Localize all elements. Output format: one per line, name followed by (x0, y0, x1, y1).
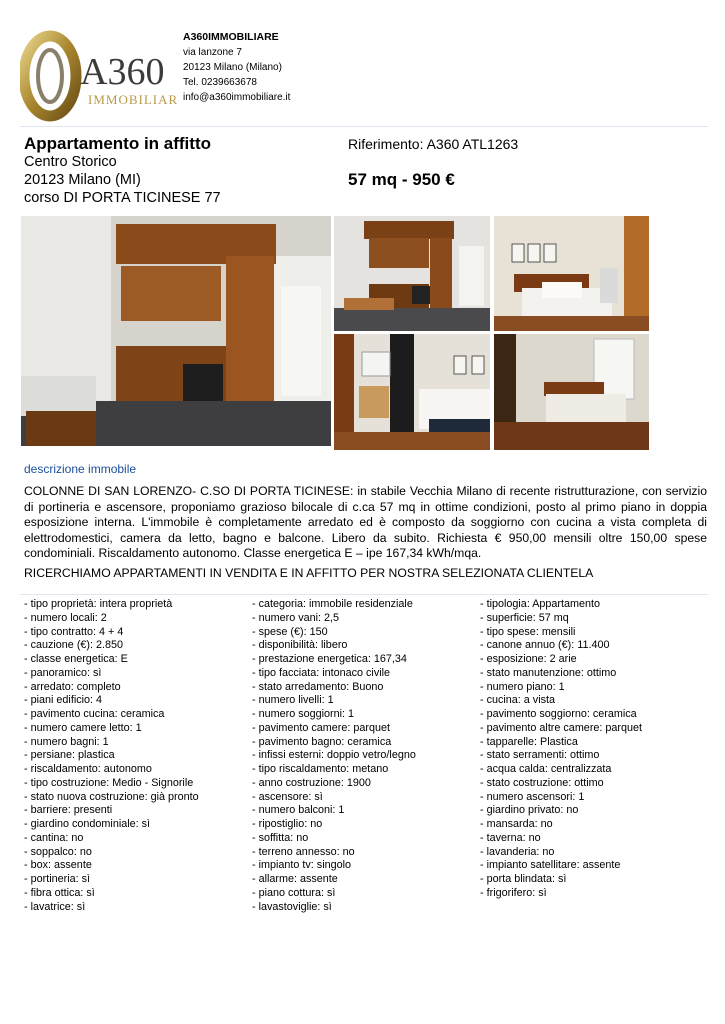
feature-item: - taverna: no (480, 831, 541, 844)
feature-item: - numero locali: 2 (24, 611, 107, 624)
search-notice: RICERCHIAMO APPARTAMENTI IN VENDITA E IN AFFITTO PER NOSTRA SELEZIONATA CLIENTELA (24, 566, 594, 580)
listing-zone: Centro Storico (24, 154, 117, 170)
listing-reference: Riferimento: A360 ATL1263 (348, 136, 519, 152)
feature-item: - tipo spese: mensili (480, 625, 576, 638)
feature-item: - stato serramenti: ottimo (480, 749, 600, 762)
feature-item: - pavimento camere: parquet (252, 721, 391, 734)
feature-item: - panoramico: sì (24, 666, 102, 679)
header-divider (20, 126, 708, 127)
agency-phone: Tel. 0239663678 (183, 77, 257, 88)
feature-item: - numero balconi: 1 (252, 804, 345, 817)
feature-item: - infissi esterni: doppio vetro/legno (252, 749, 416, 762)
feature-item: - classe energetica: E (24, 653, 128, 665)
photo-bedroom-wardrobe[interactable] (334, 334, 490, 450)
feature-item: - stato arredamento: Buono (252, 680, 384, 693)
agency-details (183, 30, 290, 105)
feature-item: - numero ascensori: 1 (480, 790, 585, 803)
photo-bedroom[interactable] (494, 216, 649, 331)
feature-item: - lavanderia: no (480, 845, 555, 858)
feature-item: - numero livelli: 1 (252, 694, 334, 707)
photo-bedroom-window[interactable] (494, 334, 649, 450)
feature-item: - impianto tv: singolo (252, 859, 352, 872)
logo-subtext: IMMOBILIARE (88, 92, 178, 107)
logo-text: A360 (80, 51, 165, 93)
photo-kitchen[interactable] (21, 216, 331, 446)
feature-item: - mansarda: no (480, 818, 553, 830)
feature-item: - anno costruzione: 1900 (252, 776, 371, 789)
description-text: COLONNE DI SAN LORENZO- C.SO DI PORTA TICINESE: in stabile Vecchia Milano di recente ristrutturazione, con servizio di portineria e ascensore, proponiamo grazioso bilocale di c.ca 57 mq in ottime condizioni, posto al primo piano in doppia esposizione interna. L'immobile è completamente arredato ed è composto da soggiorno con cucina a vista completa di elettrodomestici, camera da letto, bagno e balcone. Libero da subito. Richiesta € 950,00 mensili oltre 150,00 spese condominiali. Riscaldamento autonomo. Classe energetica E – ipe 167,34 kWh/mqa. (24, 484, 707, 560)
features-column-1 (24, 598, 199, 914)
feature-item: - tipologia: Appartamento (480, 598, 601, 610)
feature-item: - numero camere letto: 1 (24, 721, 142, 734)
feature-item: - tapparelle: Plastica (480, 735, 578, 748)
feature-item: - portineria: sì (24, 873, 91, 885)
feature-item: - soffitta: no (252, 831, 309, 844)
feature-item: - barriere: presenti (24, 804, 113, 817)
feature-item: - tipo proprietà: intera proprietà (24, 598, 173, 610)
feature-item: - cauzione (€): 2.850 (24, 639, 124, 652)
feature-item: - riscaldamento: autonomo (24, 763, 152, 775)
feature-item: - spese (€): 150 (252, 625, 328, 638)
feature-item: - numero soggiorni: 1 (252, 708, 355, 720)
feature-item: - pavimento bagno: ceramica (252, 735, 392, 748)
feature-item: - numero vani: 2,5 (252, 611, 340, 624)
feature-item: - stato manutenzione: ottimo (480, 666, 617, 679)
features-divider (20, 594, 708, 595)
feature-item: - ascensore: sì (252, 790, 323, 803)
feature-item: - terreno annesso: no (252, 845, 355, 858)
agency-street: via lanzone 7 (183, 47, 242, 58)
features-column-3 (480, 598, 642, 901)
description-label: descrizione immobile (24, 462, 137, 476)
feature-item: - tipo facciata: intonaco civile (252, 666, 391, 679)
feature-item: - tipo riscaldamento: metano (252, 763, 389, 775)
feature-item: - impianto satellitare: assente (480, 859, 621, 872)
feature-item: - piano cottura: sì (252, 886, 336, 899)
feature-item: - box: assente (24, 859, 92, 872)
feature-item: - esposizione: 2 arie (480, 653, 577, 665)
feature-item: - tipo contratto: 4 + 4 (24, 625, 124, 638)
feature-item: - superficie: 57 mq (480, 611, 569, 624)
feature-item: - prestazione energetica: 167,34 (252, 653, 407, 665)
feature-item: - giardino privato: no (480, 804, 579, 817)
feature-item: - pavimento altre camere: parquet (480, 721, 643, 734)
feature-item: - lavatrice: sì (24, 900, 86, 913)
agency-name: A360IMMOBILIARE (183, 31, 279, 43)
photo-kitchen-detail[interactable] (334, 216, 490, 331)
listing-street: corso DI PORTA TICINESE 77 (24, 190, 221, 206)
feature-item: - piani edificio: 4 (24, 694, 103, 707)
listing-address (24, 153, 221, 207)
feature-item: - stato nuova costruzione: già pronto (24, 790, 199, 803)
feature-item: - allarme: assente (252, 873, 338, 885)
feature-item: - arredato: completo (24, 680, 121, 693)
features-column-2 (252, 598, 416, 914)
agency-email[interactable]: info@a360immobiliare.it (183, 92, 291, 103)
feature-item: - stato costruzione: ottimo (480, 776, 604, 789)
agency-city: 20123 Milano (Milano) (183, 62, 282, 73)
feature-item: - soppalco: no (24, 845, 92, 858)
feature-item: - giardino condominiale: sì (24, 818, 151, 830)
feature-item: - pavimento cucina: ceramica (24, 708, 165, 720)
feature-item: - acqua calda: centralizzata (480, 763, 612, 775)
feature-item: - numero piano: 1 (480, 680, 565, 693)
feature-item: - lavastoviglie: sì (252, 900, 332, 913)
listing-title: Appartamento in affitto (24, 134, 211, 153)
feature-item: - categoria: immobile residenziale (252, 598, 413, 610)
feature-item: - canone annuo (€): 11.400 (480, 639, 610, 652)
feature-item: - fibra ottica: sì (24, 886, 95, 899)
feature-item: - cucina: a vista (480, 694, 556, 707)
feature-item: - cantina: no (24, 831, 84, 844)
feature-item: - pavimento soggiorno: ceramica (480, 708, 637, 720)
feature-item: - persiane: plastica (24, 749, 115, 762)
agency-logo (20, 30, 178, 122)
feature-item: - frigorifero: sì (480, 886, 547, 899)
listing-city: 20123 Milano (MI) (24, 172, 141, 188)
feature-item: - tipo costruzione: Medio - Signorile (24, 776, 194, 789)
listing-price: 57 mq - 950 € (348, 170, 455, 189)
feature-item: - numero bagni: 1 (24, 735, 109, 748)
feature-item: - disponibilità: libero (252, 639, 348, 652)
feature-item: - ripostiglio: no (252, 818, 323, 830)
feature-item: - porta blindata: sì (480, 873, 567, 885)
